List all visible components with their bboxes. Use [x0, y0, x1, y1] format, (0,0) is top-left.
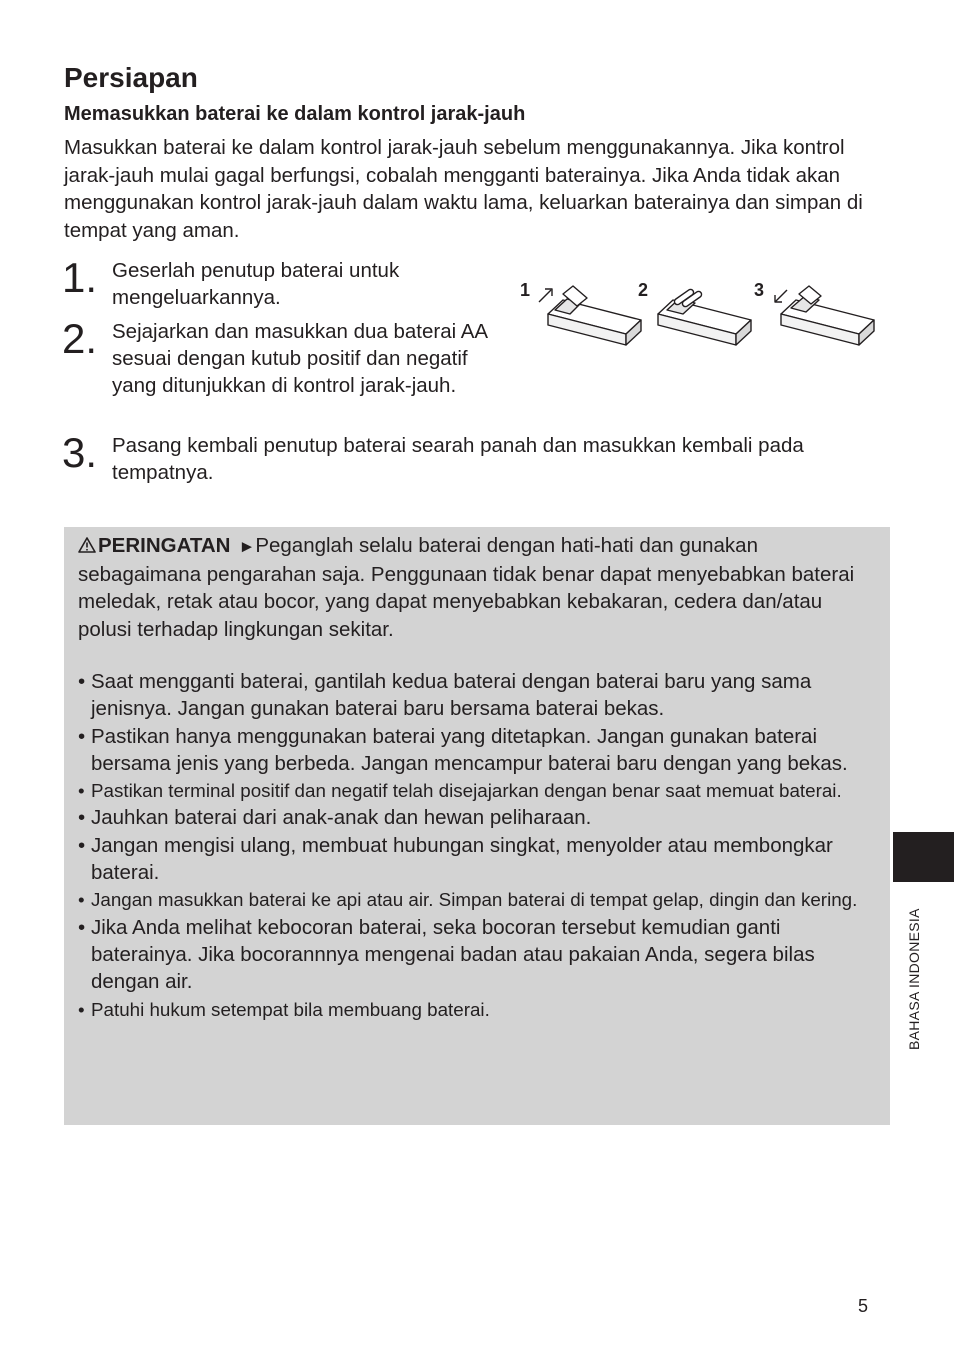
list-item: • Jangan mengisi ulang, membuat hubungan singkat, menyolder atau membongkar baterai. [78, 833, 833, 885]
list-item: • Saat mengganti baterai, gantilah kedua baterai dengan baterai baru yang sama jenisnya. Jangan gunakan baterai baru bersama baterai bekas. [78, 670, 812, 721]
step-number: 1. [62, 254, 98, 301]
list-item: • Jauhkan baterai dari anak-anak dan hewan peliharaan. [78, 806, 592, 830]
section-title: Memasukkan baterai ke dalam kontrol jarak-jauh [64, 103, 526, 125]
warning-label: PERINGATAN [98, 534, 231, 557]
illustration-label-1: 1 [520, 280, 531, 300]
list-item: • Patuhi hukum setempat bila membuang baterai. [78, 998, 490, 1020]
illustration-label-2: 2 [638, 280, 649, 300]
intro-paragraph: Masukkan baterai ke dalam kontrol jarak-jauh sebelum menggunakannya. Jika kontrol jarak-jauh mulai gagal berfungsi, cobalah mengganti baterainya. Jika Anda tidak akan menggunakan kontrol jarak-jauh dalam waktu lama, keluarkan baterainya dan simpan di tempat yang aman. [64, 136, 863, 242]
language-side-label: BAHASA INDONESIA [906, 908, 922, 1050]
step-text: Sejajarkan dan masukkan dua baterai AA sesuai dengan kutub positif dan negatif yang ditunjukkan di kontrol jarak-jauh. [112, 320, 487, 397]
page-number: 5 [858, 1296, 869, 1316]
list-item: • Jika Anda melihat kebocoran baterai, seka bocoran tersebut kemudian ganti baterainya. Jika bocorannnya mengenai badan atau pakaian Anda, segera bilas dengan air. [78, 915, 815, 994]
step-text: Geserlah penutup baterai untuk mengeluarkannya. [112, 259, 400, 309]
remote-icon [658, 288, 751, 345]
warning-paragraph [78, 532, 878, 643]
step-number: 3. [62, 429, 98, 476]
step-number: 2. [62, 315, 98, 362]
step-text: Pasang kembali penutup baterai searah panah dan masukkan kembali pada tempatnya. [112, 434, 804, 484]
remote-battery-steps-illustration [515, 272, 885, 357]
remote-icon [539, 286, 641, 345]
page-title: Persiapan [64, 62, 198, 93]
list-item: • Pastikan terminal positif dan negatif telah disejajarkan dengan benar saat memuat baterai. [78, 780, 842, 802]
remote-icon [775, 286, 874, 345]
warning-box [64, 527, 890, 1125]
warning-triangle-icon [78, 537, 96, 553]
language-side-tab [893, 832, 954, 882]
warning-text: Peganglah selalu baterai dengan hati-hati dan gunakan sebagaimana pengarahan saja. Penggunaan tidak benar dapat menyebabkan baterai meledak, retak atau bocor, yang dapat menyebabkan kebakaran, cedera dan/atau polusi terhadap lingkungan sekitar. [78, 534, 855, 641]
warning-list [78, 668, 878, 1023]
list-item: • Pastikan hanya menggunakan baterai yang ditetapkan. Jangan gunakan baterai bersama jenis yang berbeda. Jangan mencampur baterai baru dengan yang bekas. [78, 724, 848, 775]
warning-arrow: ► [238, 537, 256, 556]
list-item: • Jangan masukkan baterai ke api atau air. Simpan baterai di tempat gelap, dingin dan kering. [78, 889, 858, 911]
illustration-label-3: 3 [754, 280, 765, 300]
